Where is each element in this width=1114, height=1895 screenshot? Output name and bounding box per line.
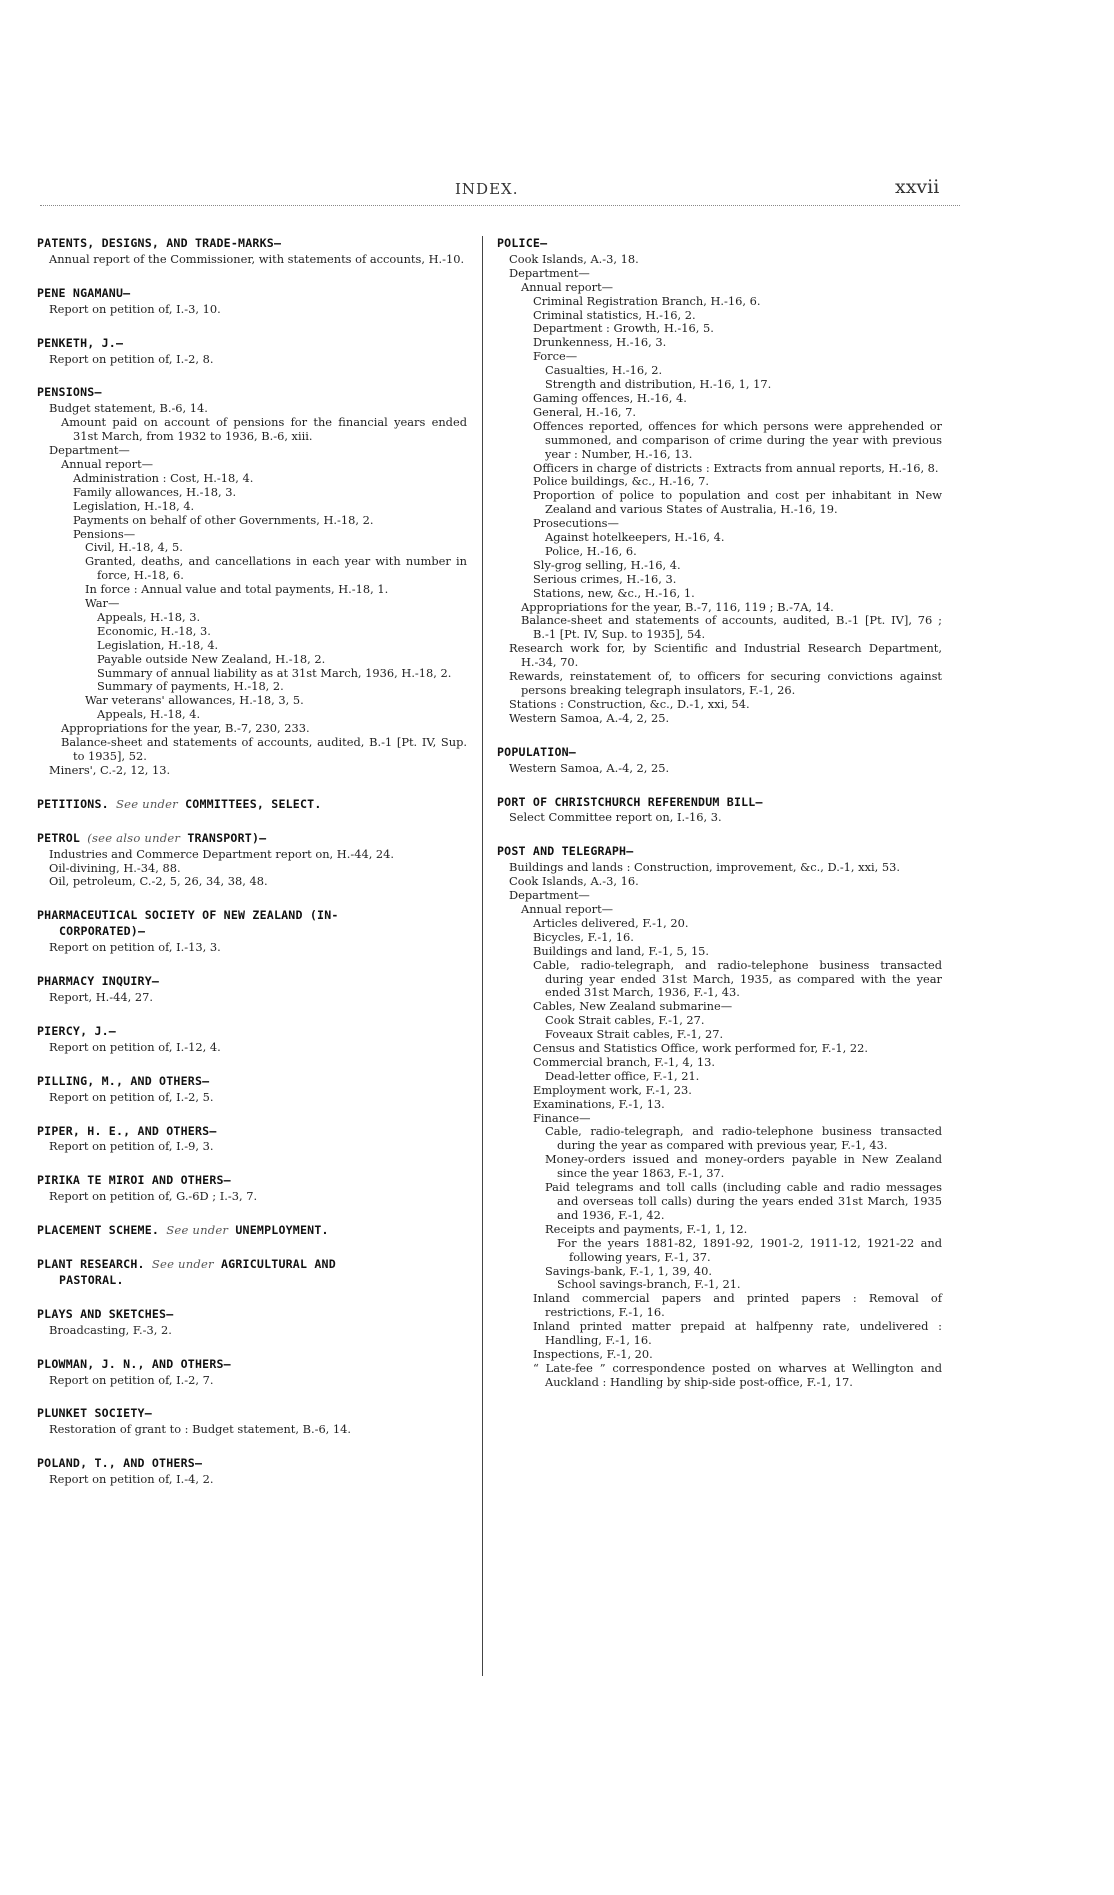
index-line: Cook Islands, A.-3, 18. — [509, 251, 639, 266]
index-line: Inland printed matter prepaid at halfpenny rate, undelivered : Handling, F.-1, 16. — [533, 1319, 942, 1348]
entry-heading — [37, 1125, 467, 1139]
entry-heading-text: PORT OF CHRISTCHURCH REFERENDUM BILL— — [497, 794, 763, 809]
index-line: Report on petition of, I.-13, 3. — [49, 940, 221, 955]
index-entry — [37, 386, 467, 777]
index-line: Paid telegrams and toll calls (including cable and radio messages and overseas toll calls) during the years ended 31st March, 1935 and 1936, F.-1, 42. — [545, 1180, 942, 1222]
index-line: Inland commercial papers and printed papers : Removal of restrictions, F.-1, 16. — [533, 1291, 942, 1320]
entry-heading — [37, 1308, 467, 1322]
entry-heading — [37, 1075, 467, 1089]
index-entry — [37, 798, 467, 812]
index-line: In force : Annual value and total payments, H.-18, 1. — [85, 582, 389, 597]
header-title: INDEX. — [455, 180, 519, 198]
index-line: Cable, radio-telegraph, and radio-telephone business transacted during the year as compared with previous year, F.-1, 43. — [545, 1124, 942, 1153]
index-entry — [37, 1125, 467, 1155]
index-line: Annual report— — [521, 279, 614, 294]
see-reference: See under — [151, 1257, 214, 1272]
entry-heading-continued: CORPORATED)— — [59, 924, 146, 939]
index-entry — [497, 746, 942, 776]
see-reference: See under — [166, 1223, 229, 1238]
index-line: “ Late-fee ” correspondence posted on wharves at Wellington and Auckland : Handling by ship-side post-office, F.-1, 17. — [533, 1360, 942, 1389]
index-line: Criminal Registration Branch, H.-16, 6. — [533, 293, 761, 308]
entry-heading-text: PIPER, H. E., AND OTHERS— — [37, 1123, 217, 1138]
page-number: xxvii — [895, 176, 940, 198]
index-line: Police, H.-16, 6. — [545, 543, 637, 558]
index-line: Department : Growth, H.-16, 5. — [533, 321, 714, 336]
entry-heading-text: PIERCY, J.— — [37, 1023, 116, 1038]
index-entry — [497, 237, 942, 726]
index-line: Cables, New Zealand submarine— — [533, 999, 733, 1014]
entry-heading — [37, 1457, 467, 1471]
entry-heading — [497, 796, 942, 810]
entry-heading — [37, 287, 467, 301]
index-line: Administration : Cost, H.-18, 4. — [73, 470, 254, 485]
index-line: Officers in charge of districts : Extracts from annual reports, H.-16, 8. — [533, 460, 939, 475]
entry-heading — [497, 845, 942, 859]
index-line: Industries and Commerce Department report on, H.-44, 24. — [49, 846, 395, 861]
index-line: Budget statement, B.-6, 14. — [49, 401, 208, 416]
index-line: Report on petition of, I.-3, 10. — [49, 301, 221, 316]
entry-heading-text: PHARMACY INQUIRY— — [37, 974, 160, 989]
index-line: Report on petition of, I.-2, 8. — [49, 351, 214, 366]
index-entry — [37, 1358, 467, 1388]
left-column — [37, 237, 467, 1507]
index-line: Annual report— — [521, 901, 614, 916]
index-line: Payments on behalf of other Governments, H.-18, 2. — [73, 512, 374, 527]
index-line: Report on petition of, I.-12, 4. — [49, 1039, 221, 1054]
index-line: Proportion of police to population and cost per inhabitant in New Zealand and various States of Australia, H.-16, 19. — [533, 488, 942, 517]
entry-heading — [37, 1174, 467, 1188]
index-line: Summary of annual liability as at 31st March, 1936, H.-18, 2. — [97, 665, 452, 680]
index-line: Annual report of the Commissioner, with statements of accounts, H.-10. — [49, 251, 465, 266]
entry-heading-text: PLAYS AND SKETCHES— — [37, 1306, 174, 1321]
index-line: Appeals, H.-18, 3. — [97, 609, 201, 624]
entry-heading-text: PETITIONS. — [37, 796, 109, 811]
entry-heading-text: PENSIONS— — [37, 385, 102, 400]
index-line: Balance-sheet and statements of accounts, audited, B.-1 [Pt. IV], 76 ; B.-1 [Pt. IV, Sup. to 1935], 54. — [521, 613, 942, 642]
entry-heading — [37, 1025, 467, 1039]
index-line: Savings-bank, F.-1, 1, 39, 40. — [545, 1263, 712, 1278]
index-entry — [37, 975, 467, 1005]
index-entry — [37, 1457, 467, 1487]
see-reference: See under — [116, 796, 178, 811]
entry-heading — [37, 975, 467, 989]
index-line: School savings-branch, F.-1, 21. — [557, 1277, 741, 1292]
index-line: Gaming offences, H.-16, 4. — [533, 390, 687, 405]
entry-heading-tail: UNEMPLOYMENT. — [235, 1223, 329, 1238]
entry-heading — [37, 1224, 467, 1238]
index-entry — [497, 796, 942, 826]
index-line: Serious crimes, H.-16, 3. — [533, 571, 677, 586]
index-line: Against hotelkeepers, H.-16, 4. — [545, 530, 725, 545]
entry-heading-continued: PASTORAL. — [59, 1272, 124, 1287]
index-line: Legislation, H.-18, 4. — [73, 498, 195, 513]
index-line: Department— — [49, 443, 130, 458]
right-column — [497, 237, 942, 1410]
index-line: Criminal statistics, H.-16, 2. — [533, 307, 696, 322]
index-line: Granted, deaths, and cancellations in each year with number in force, H.-18, 6. — [85, 554, 467, 583]
index-line: Appropriations for the year, B.-7, 230, 233. — [61, 721, 310, 736]
entry-heading — [37, 832, 467, 846]
entry-heading-text: PLACEMENT SCHEME. — [37, 1223, 160, 1238]
index-entry — [497, 845, 942, 1389]
index-entry — [37, 1075, 467, 1105]
index-line: Cable, radio-telegraph, and radio-telephone business transacted during year ended 31st March, 1935, as compared with the year ended 31st March, 1936, F.-1, 43. — [533, 957, 942, 1000]
index-line: Report on petition of, I.-4, 2. — [49, 1472, 214, 1487]
index-entry — [37, 287, 467, 317]
index-line: Report on petition of, I.-9, 3. — [49, 1139, 214, 1154]
entry-heading-tail: TRANSPORT)— — [187, 830, 267, 845]
index-line: Economic, H.-18, 3. — [97, 623, 211, 638]
index-line: Bicycles, F.-1, 16. — [533, 929, 634, 944]
index-line: Broadcasting, F.-3, 2. — [49, 1322, 172, 1337]
index-line: Appeals, H.-18, 4. — [97, 707, 201, 722]
entry-heading-tail: AGRICULTURAL AND — [221, 1257, 336, 1272]
entry-heading-text: PLOWMAN, J. N., AND OTHERS— — [37, 1356, 231, 1371]
entry-heading — [37, 337, 467, 351]
entry-heading — [37, 1358, 467, 1372]
index-line: Oil-divining, H.-34, 88. — [49, 860, 181, 875]
index-line: Drunkenness, H.-16, 3. — [533, 335, 667, 350]
index-line: Articles delivered, F.-1, 20. — [533, 915, 689, 930]
index-line: Report on petition of, I.-2, 7. — [49, 1372, 214, 1387]
index-line: Family allowances, H.-18, 3. — [73, 484, 237, 499]
index-line: Police buildings, &c., H.-16, 7. — [533, 474, 710, 489]
index-line: Inspections, F.-1, 20. — [533, 1346, 653, 1361]
index-line: Cook Islands, A.-3, 16. — [509, 874, 639, 889]
index-line: Restoration of grant to : Budget statement, B.-6, 14. — [49, 1422, 352, 1437]
page-header — [0, 174, 1114, 204]
index-line: Report on petition of, G.-6D ; I.-3, 7. — [49, 1189, 258, 1204]
entry-heading — [37, 1258, 467, 1272]
index-line: Select Committee report on, I.-16, 3. — [509, 810, 722, 825]
index-line: Cook Strait cables, F.-1, 27. — [545, 1013, 705, 1028]
entry-heading-text: PIRIKA TE MIROI AND OTHERS— — [37, 1173, 231, 1188]
index-line: Civil, H.-18, 4, 5. — [85, 540, 183, 555]
index-line: Annual report— — [61, 456, 154, 471]
index-entry — [37, 1308, 467, 1338]
index-line: Appropriations for the year, B.-7, 116, 119 ; B.-7A, 14. — [521, 599, 834, 614]
index-line: Receipts and payments, F.-1, 1, 12. — [545, 1221, 748, 1236]
header-rule — [40, 205, 960, 206]
index-line: Department— — [509, 888, 590, 903]
entry-heading-text: PLUNKET SOCIETY— — [37, 1406, 152, 1421]
index-line: Rewards, reinstatement of, to officers for securing convictions against persons breaking telegraph insulators, F.-1, 26. — [509, 669, 942, 697]
index-line: War veterans' allowances, H.-18, 3, 5. — [85, 693, 304, 708]
index-line: Legislation, H.-18, 4. — [97, 637, 219, 652]
index-entry — [37, 1025, 467, 1055]
index-line: Pensions— — [73, 526, 136, 541]
index-line: Stations : Construction, &c., D.-1, xxi, 54. — [509, 696, 750, 711]
entry-heading-text: POST AND TELEGRAPH— — [497, 844, 634, 859]
index-line: Offences reported, offences for which persons were apprehended or summoned, and comparison of crime during the year with previous year : Number, H.-16, 13. — [533, 418, 942, 461]
entry-heading-text: PATENTS, DESIGNS, AND TRADE-MARKS— — [37, 236, 282, 250]
index-line: Force— — [533, 349, 578, 364]
entry-heading-text: PLANT RESEARCH. — [37, 1257, 145, 1272]
index-line: Research work for, by Scientific and Industrial Research Department, H.-34, 70. — [509, 641, 942, 670]
index-entry — [37, 1407, 467, 1437]
entry-heading — [37, 1407, 467, 1421]
index-line: Employment work, F.-1, 23. — [533, 1082, 692, 1097]
entry-heading — [497, 237, 942, 251]
index-line: Amount paid on account of pensions for the financial years ended 31st March, from 1932 to 1936, B.-6, xiii. — [61, 415, 467, 444]
index-entry — [37, 1224, 467, 1238]
index-line: Sly-grog selling, H.-16, 4. — [533, 557, 681, 572]
index-line: Examinations, F.-1, 13. — [533, 1096, 665, 1111]
entry-heading — [37, 909, 467, 923]
index-line: Money-orders issued and money-orders payable in New Zealand since the year 1863, F.-1, 37. — [545, 1152, 942, 1181]
entry-heading — [37, 386, 467, 400]
index-line: War— — [85, 596, 120, 611]
column-divider — [482, 236, 483, 1676]
index-entry — [37, 909, 467, 955]
index-line: Dead-letter office, F.-1, 21. — [545, 1068, 700, 1083]
index-line: Summary of payments, H.-18, 2. — [97, 679, 284, 694]
entry-heading-tail: COMMITTEES, SELECT. — [185, 796, 322, 811]
index-entry — [37, 1258, 467, 1288]
index-line: Finance— — [533, 1110, 591, 1125]
index-entry — [37, 1174, 467, 1204]
entry-heading-text: PILLING, M., AND OTHERS— — [37, 1073, 210, 1088]
entry-heading-text: PETROL — [37, 830, 81, 845]
index-entry — [37, 337, 467, 367]
index-line: Foveaux Strait cables, F.-1, 27. — [545, 1027, 724, 1042]
index-line: Oil, petroleum, C.-2, 5, 26, 34, 38, 48. — [49, 874, 268, 889]
index-line: Casualties, H.-16, 2. — [545, 363, 663, 378]
index-entry — [37, 832, 467, 890]
index-line: Report on petition of, I.-2, 5. — [49, 1089, 214, 1104]
entry-heading-text: PENE NGAMANU— — [37, 285, 131, 300]
entry-heading — [37, 798, 467, 812]
index-line: Prosecutions— — [533, 516, 619, 531]
index-entry — [37, 237, 467, 267]
index-line: Western Samoa, A.-4, 2, 25. — [509, 710, 670, 725]
index-line: Miners', C.-2, 12, 13. — [49, 762, 171, 777]
entry-heading — [37, 237, 467, 251]
index-line: Strength and distribution, H.-16, 1, 17. — [545, 377, 772, 392]
index-line: Western Samoa, A.-4, 2, 25. — [509, 760, 670, 775]
index-line: General, H.-16, 7. — [533, 404, 637, 419]
entry-heading — [497, 746, 942, 760]
entry-heading-text: PHARMACEUTICAL SOCIETY OF NEW ZEALAND (IN- — [37, 908, 339, 923]
index-line: Stations, new, &c., H.-16, 1. — [533, 585, 695, 600]
index-line: Buildings and lands : Construction, improvement, &c., D.-1, xxi, 53. — [509, 860, 901, 875]
index-line: For the years 1881-82, 1891-92, 1901-2, 1911-12, 1921-22 and following years, F.-1, 37. — [557, 1235, 942, 1264]
index-line: Payable outside New Zealand, H.-18, 2. — [97, 651, 326, 666]
index-line: Buildings and land, F.-1, 5, 15. — [533, 943, 710, 958]
entry-heading-text: PENKETH, J.— — [37, 335, 124, 350]
index-line: Balance-sheet and statements of accounts, audited, B.-1 [Pt. IV, Sup. to 1935], 52. — [61, 735, 467, 763]
index-line: Report, H.-44, 27. — [49, 989, 153, 1004]
entry-heading-text: POLICE— — [497, 236, 548, 250]
index-line: Department— — [509, 265, 590, 280]
entry-heading-text: POLAND, T., AND OTHERS— — [37, 1456, 203, 1471]
entry-heading-text: POPULATION— — [497, 744, 576, 759]
index-line: Commercial branch, F.-1, 4, 13. — [533, 1054, 715, 1069]
see-reference: (see also under — [87, 830, 181, 845]
index-line: Census and Statistics Office, work performed for, F.-1, 22. — [533, 1041, 868, 1056]
